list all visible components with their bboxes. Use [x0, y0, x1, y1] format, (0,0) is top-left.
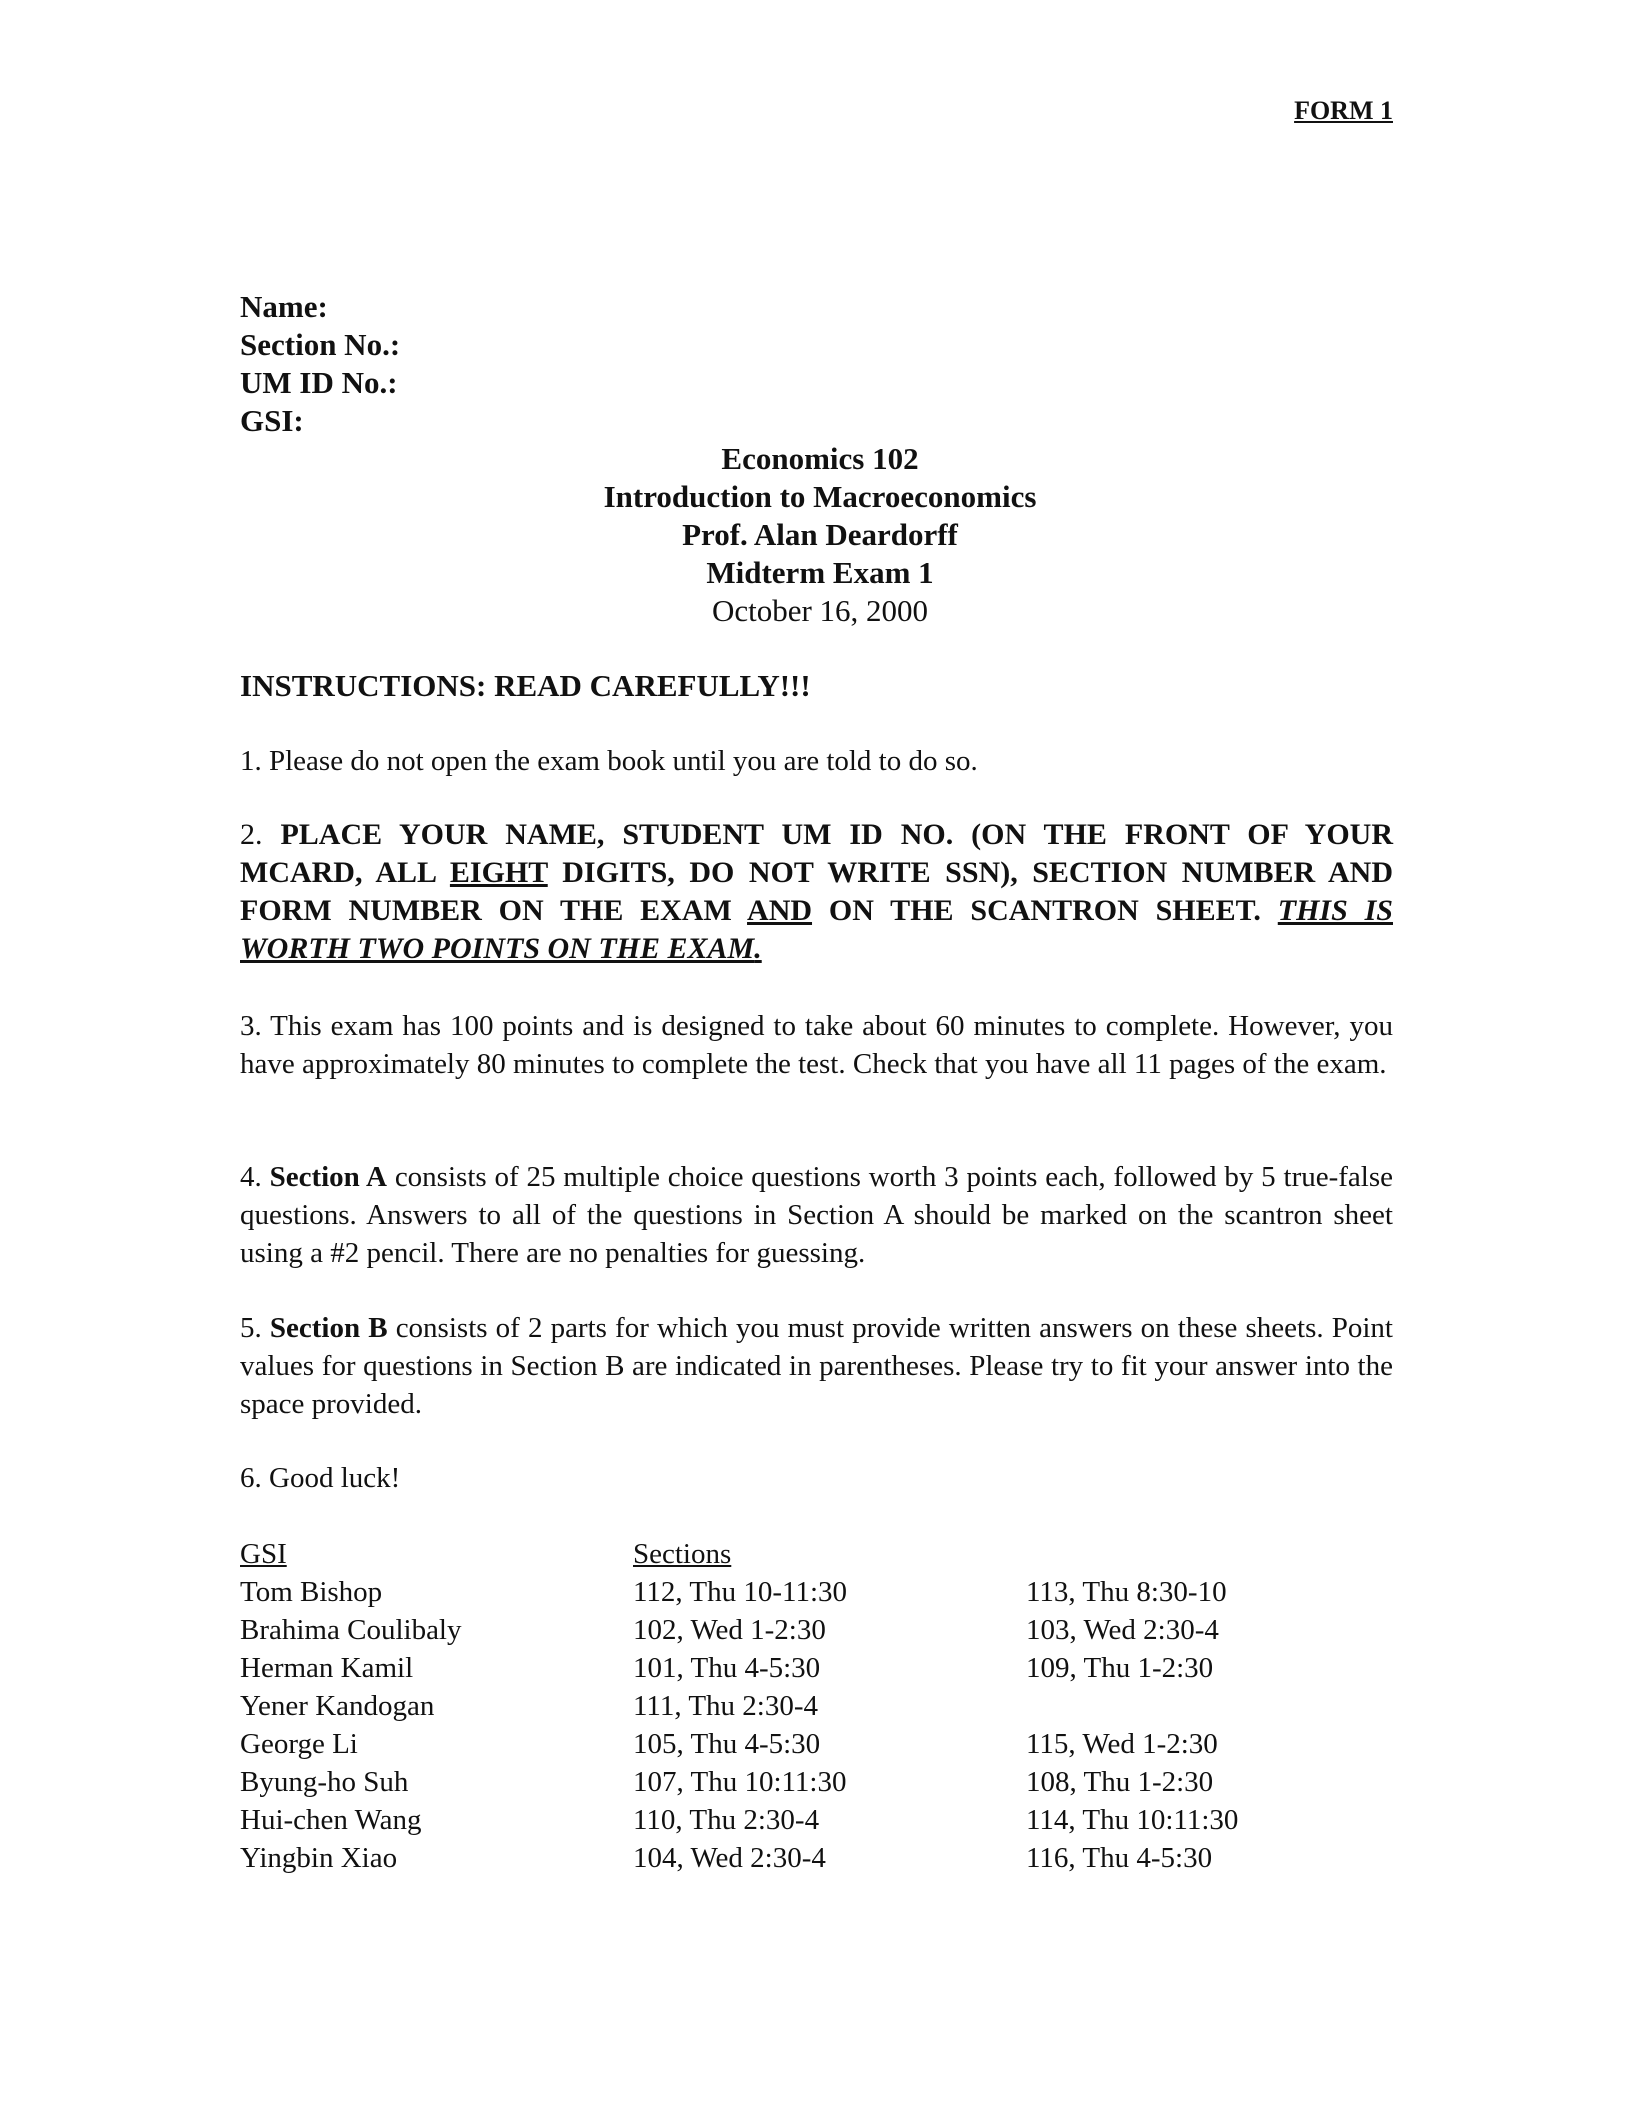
- gsi-name: Brahima Coulibaly: [240, 1614, 462, 1646]
- instruction-2-eight: EIGHT: [449, 856, 548, 889]
- instruction-2-end: .: [754, 932, 762, 965]
- instruction-2-worth: THIS IS WORTH TWO POINTS ON THE EXAM: [240, 894, 1393, 965]
- instruction-2-text-c: ON THE SCANTRON SHEET.: [812, 894, 1278, 927]
- umid-field-label: UM ID No.:: [240, 365, 398, 400]
- instruction-5: [240, 1309, 1393, 1423]
- gsi-name: Yener Kandogan: [240, 1690, 435, 1722]
- section-secondary: 108, Thu 1-2:30: [1026, 1766, 1214, 1798]
- exam-date: October 16, 2000: [711, 593, 929, 628]
- section-primary: 112, Thu 10-11:30: [633, 1576, 848, 1608]
- table-row: [240, 1801, 1326, 1839]
- instruction-4-section: Section A: [269, 1161, 387, 1193]
- instruction-2-number: 2.: [240, 818, 281, 851]
- table-row: [240, 1839, 1326, 1877]
- exam-name: Midterm Exam 1: [706, 555, 934, 590]
- student-fields: [240, 288, 400, 440]
- instruction-2-text-b: DIGITS, DO NOT WRITE SSN), SECTION NUMBER AND FORM NUMBER ON THE EXAM: [240, 856, 1393, 927]
- section-primary: 101, Thu 4-5:30: [633, 1652, 821, 1684]
- section-primary: 105, Thu 4-5:30: [633, 1728, 821, 1760]
- instruction-5-section: Section B: [269, 1312, 388, 1344]
- instruction-4-number: 4.: [240, 1161, 270, 1193]
- instructions-heading: INSTRUCTIONS: READ CAREFULLY!!!: [240, 668, 811, 703]
- gsi-name: George Li: [240, 1728, 358, 1760]
- gsi-column-header: GSI: [240, 1538, 287, 1570]
- gsi-name: Herman Kamil: [240, 1652, 414, 1684]
- section-secondary: [1026, 1687, 1326, 1725]
- section-secondary: 115, Wed 1-2:30: [1026, 1728, 1218, 1760]
- instruction-2: [240, 816, 1393, 968]
- instruction-1: 1. Please do not open the exam book until you are told to do so.: [240, 745, 978, 777]
- section-secondary: 113, Thu 8:30-10: [1026, 1576, 1227, 1608]
- gsi-name: Tom Bishop: [240, 1576, 383, 1608]
- section-primary: 104, Wed 2:30-4: [633, 1842, 826, 1874]
- section-secondary: 116, Thu 4-5:30: [1026, 1842, 1213, 1874]
- gsi-sections-table: [240, 1535, 1326, 1877]
- table-row: [240, 1611, 1326, 1649]
- gsi-field-label: GSI:: [240, 403, 304, 438]
- gsi-name: Yingbin Xiao: [240, 1842, 398, 1874]
- table-row: [240, 1725, 1326, 1763]
- course-subtitle: Introduction to Macroeconomics: [603, 479, 1037, 514]
- instruction-5-text: consists of 2 parts for which you must provide written answers on these sheets. Point values for questions in Section B are indicated in parentheses. Please try to fit your answer into the space provided.: [240, 1312, 1393, 1420]
- instruction-5-number: 5.: [240, 1312, 270, 1344]
- instruction-3: 3. This exam has 100 points and is designed to take about 60 minutes to complete. However, you have approximately 80 minutes to complete the test. Check that you have all 11 pages of the exam.: [240, 1010, 1393, 1080]
- sections-column-header-blank: [1026, 1535, 1326, 1573]
- section-primary: 102, Wed 1-2:30: [633, 1614, 826, 1646]
- instruction-6: 6. Good luck!: [240, 1462, 401, 1494]
- sections-column-header: Sections: [633, 1538, 732, 1570]
- table-row: [240, 1763, 1326, 1801]
- gsi-name: Hui-chen Wang: [240, 1804, 422, 1836]
- table-row: [240, 1649, 1326, 1687]
- section-secondary: 109, Thu 1-2:30: [1026, 1652, 1214, 1684]
- professor-name: Prof. Alan Deardorff: [682, 517, 958, 552]
- name-field-label: Name:: [240, 289, 328, 324]
- section-field-label: Section No.:: [240, 327, 401, 362]
- section-primary: 111, Thu 2:30-4: [633, 1690, 819, 1722]
- table-header-row: [240, 1535, 1326, 1573]
- section-secondary: 103, Wed 2:30-4: [1026, 1614, 1219, 1646]
- form-label: FORM 1: [1294, 96, 1393, 125]
- instruction-2-and: AND: [747, 894, 813, 927]
- exam-title-block: [0, 440, 1640, 630]
- section-secondary: 114, Thu 10:11:30: [1026, 1804, 1239, 1836]
- gsi-name: Byung-ho Suh: [240, 1766, 409, 1798]
- section-primary: 110, Thu 2:30-4: [633, 1804, 820, 1836]
- instruction-4-text: consists of 25 multiple choice questions worth 3 points each, followed by 5 true-false questions. Answers to all of the questions in Section A should be marked on the scantron sheet using a #2 pencil. There are no penalties for guessing.: [240, 1161, 1393, 1269]
- table-row: [240, 1573, 1326, 1611]
- section-primary: 107, Thu 10:11:30: [633, 1766, 847, 1798]
- instruction-2-text-a: PLACE YOUR NAME, STUDENT UM ID NO. (ON THE FRONT OF YOUR MCARD, ALL: [240, 818, 1393, 889]
- course-title: Economics 102: [721, 441, 919, 476]
- table-row: [240, 1687, 1326, 1725]
- instruction-4: [240, 1158, 1393, 1272]
